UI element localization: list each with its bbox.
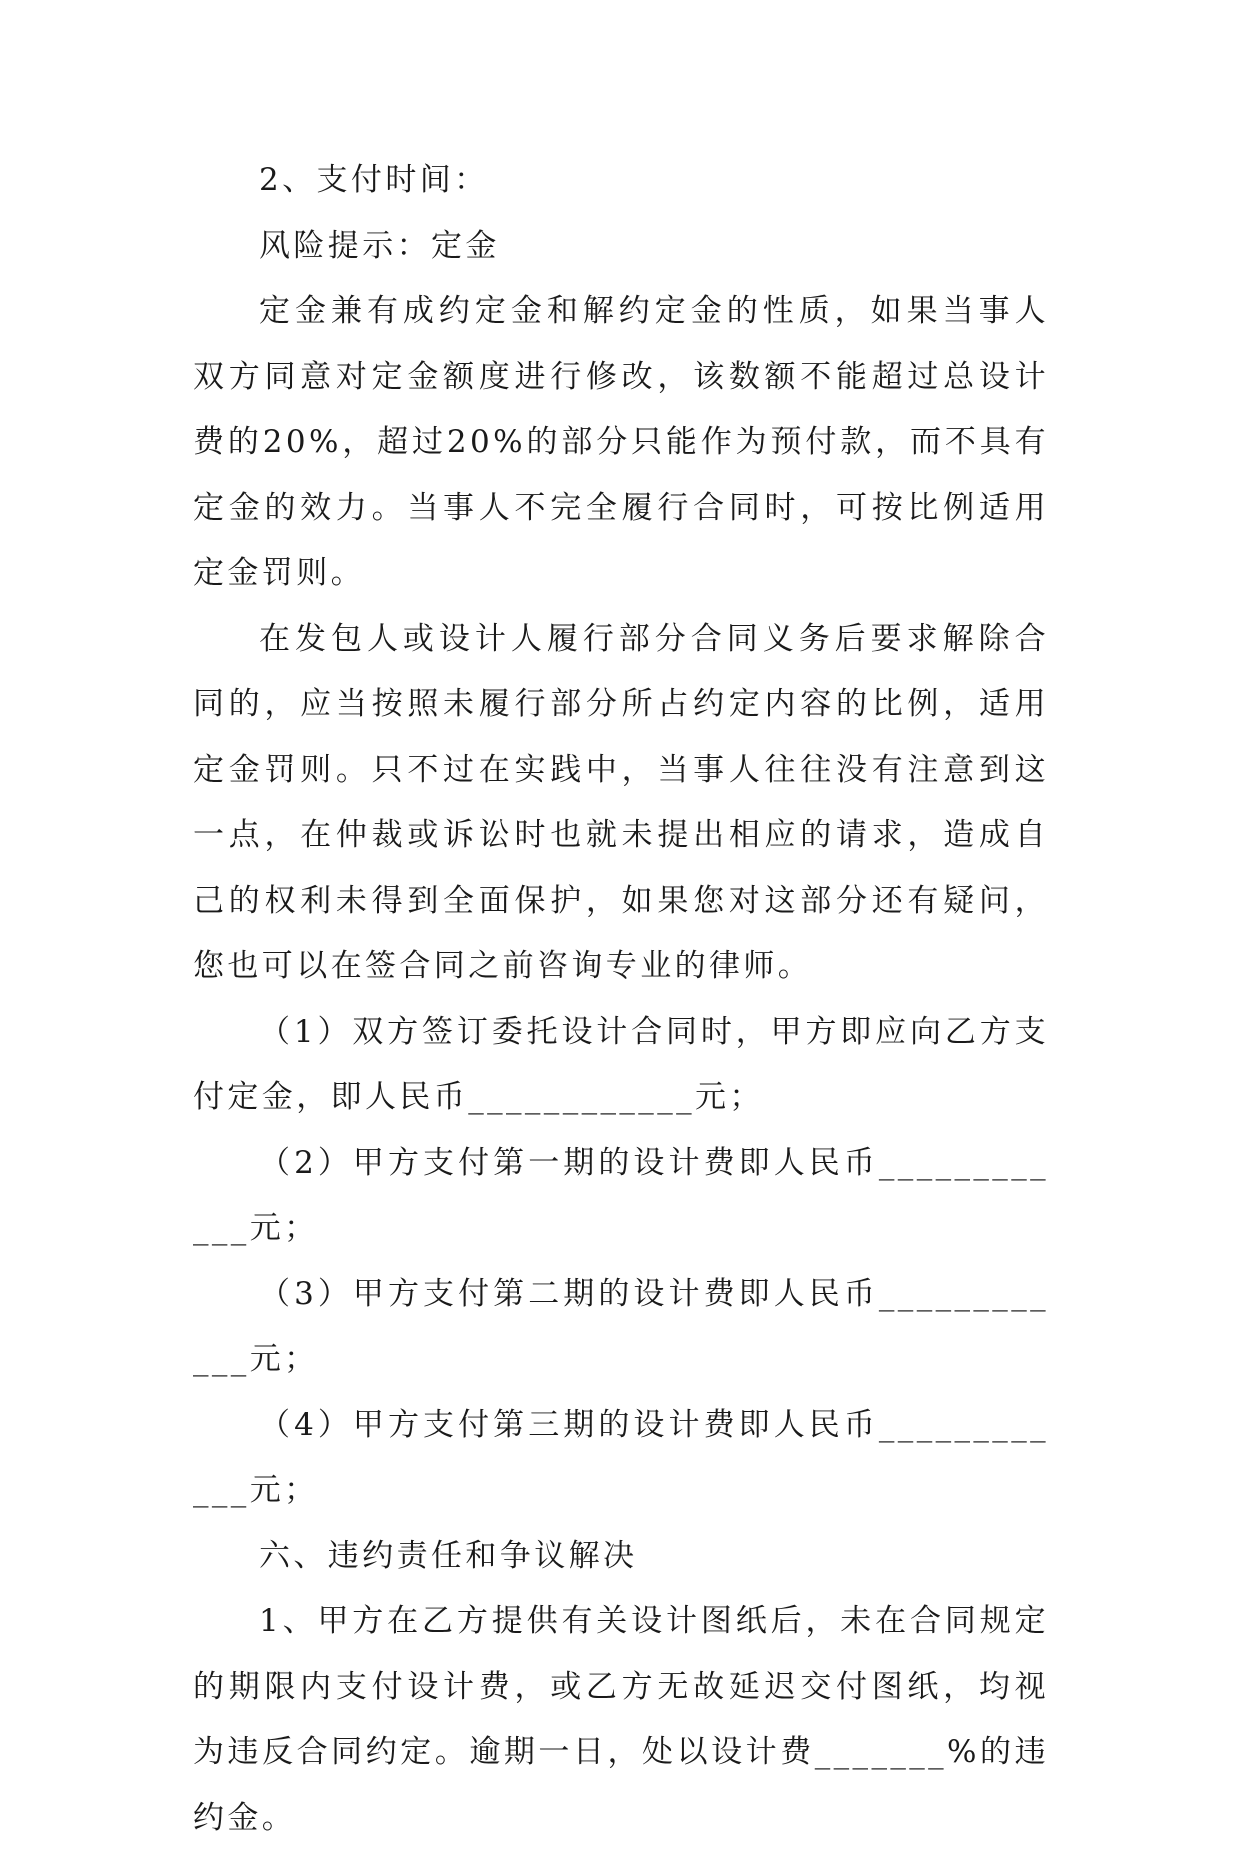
document-body [193,148,1049,1851]
risk-notice-heading: 风险提示：定金 [259,227,500,264]
payment-item-1: （1）双方签订委托设计合同时，甲方即应向乙方支付定金，即人民币____________元； [193,1013,1049,1115]
payment-item-4: （4）甲方支付第三期的设计费即人民币____________元； [193,1406,1049,1508]
deposit-penalty-paragraph: 在发包人或设计人履行部分合同义务后要求解除合同的，应当按照未履行部分所占约定内容的比例，适用定金罚则。只不过在实践中，当事人往往没有注意到这一点，在仲裁或诉讼时也就未提出相应的请求，造成自己的权利未得到全面保护，如果您对这部分还有疑问，您也可以在签合同之前咨询专业的律师。 [193,620,1049,984]
section-heading-liability: 六、违约责任和争议解决 [259,1537,638,1574]
payment-item-2: （2）甲方支付第一期的设计费即人民币____________元； [193,1144,1049,1246]
liability-clause-1: 1、甲方在乙方提供有关设计图纸后，未在合同规定的期限内支付设计费，或乙方无故延迟交付图纸，均视为违反合同约定。逾期一日，处以设计费_______%的违约金。 [193,1603,1049,1836]
payment-time-heading: 2、支付时间： [259,162,489,198]
deposit-nature-paragraph: 定金兼有成约定金和解约定金的性质，如果当事人双方同意对定金额度进行修改，该数额不能超过总设计费的20%，超过20%的部分只能作为预付款，而不具有定金的效力。当事人不完全履行合同时，可按比例适用定金罚则。 [193,293,1049,591]
payment-item-3: （3）甲方支付第二期的设计费即人民币____________元； [193,1275,1049,1377]
